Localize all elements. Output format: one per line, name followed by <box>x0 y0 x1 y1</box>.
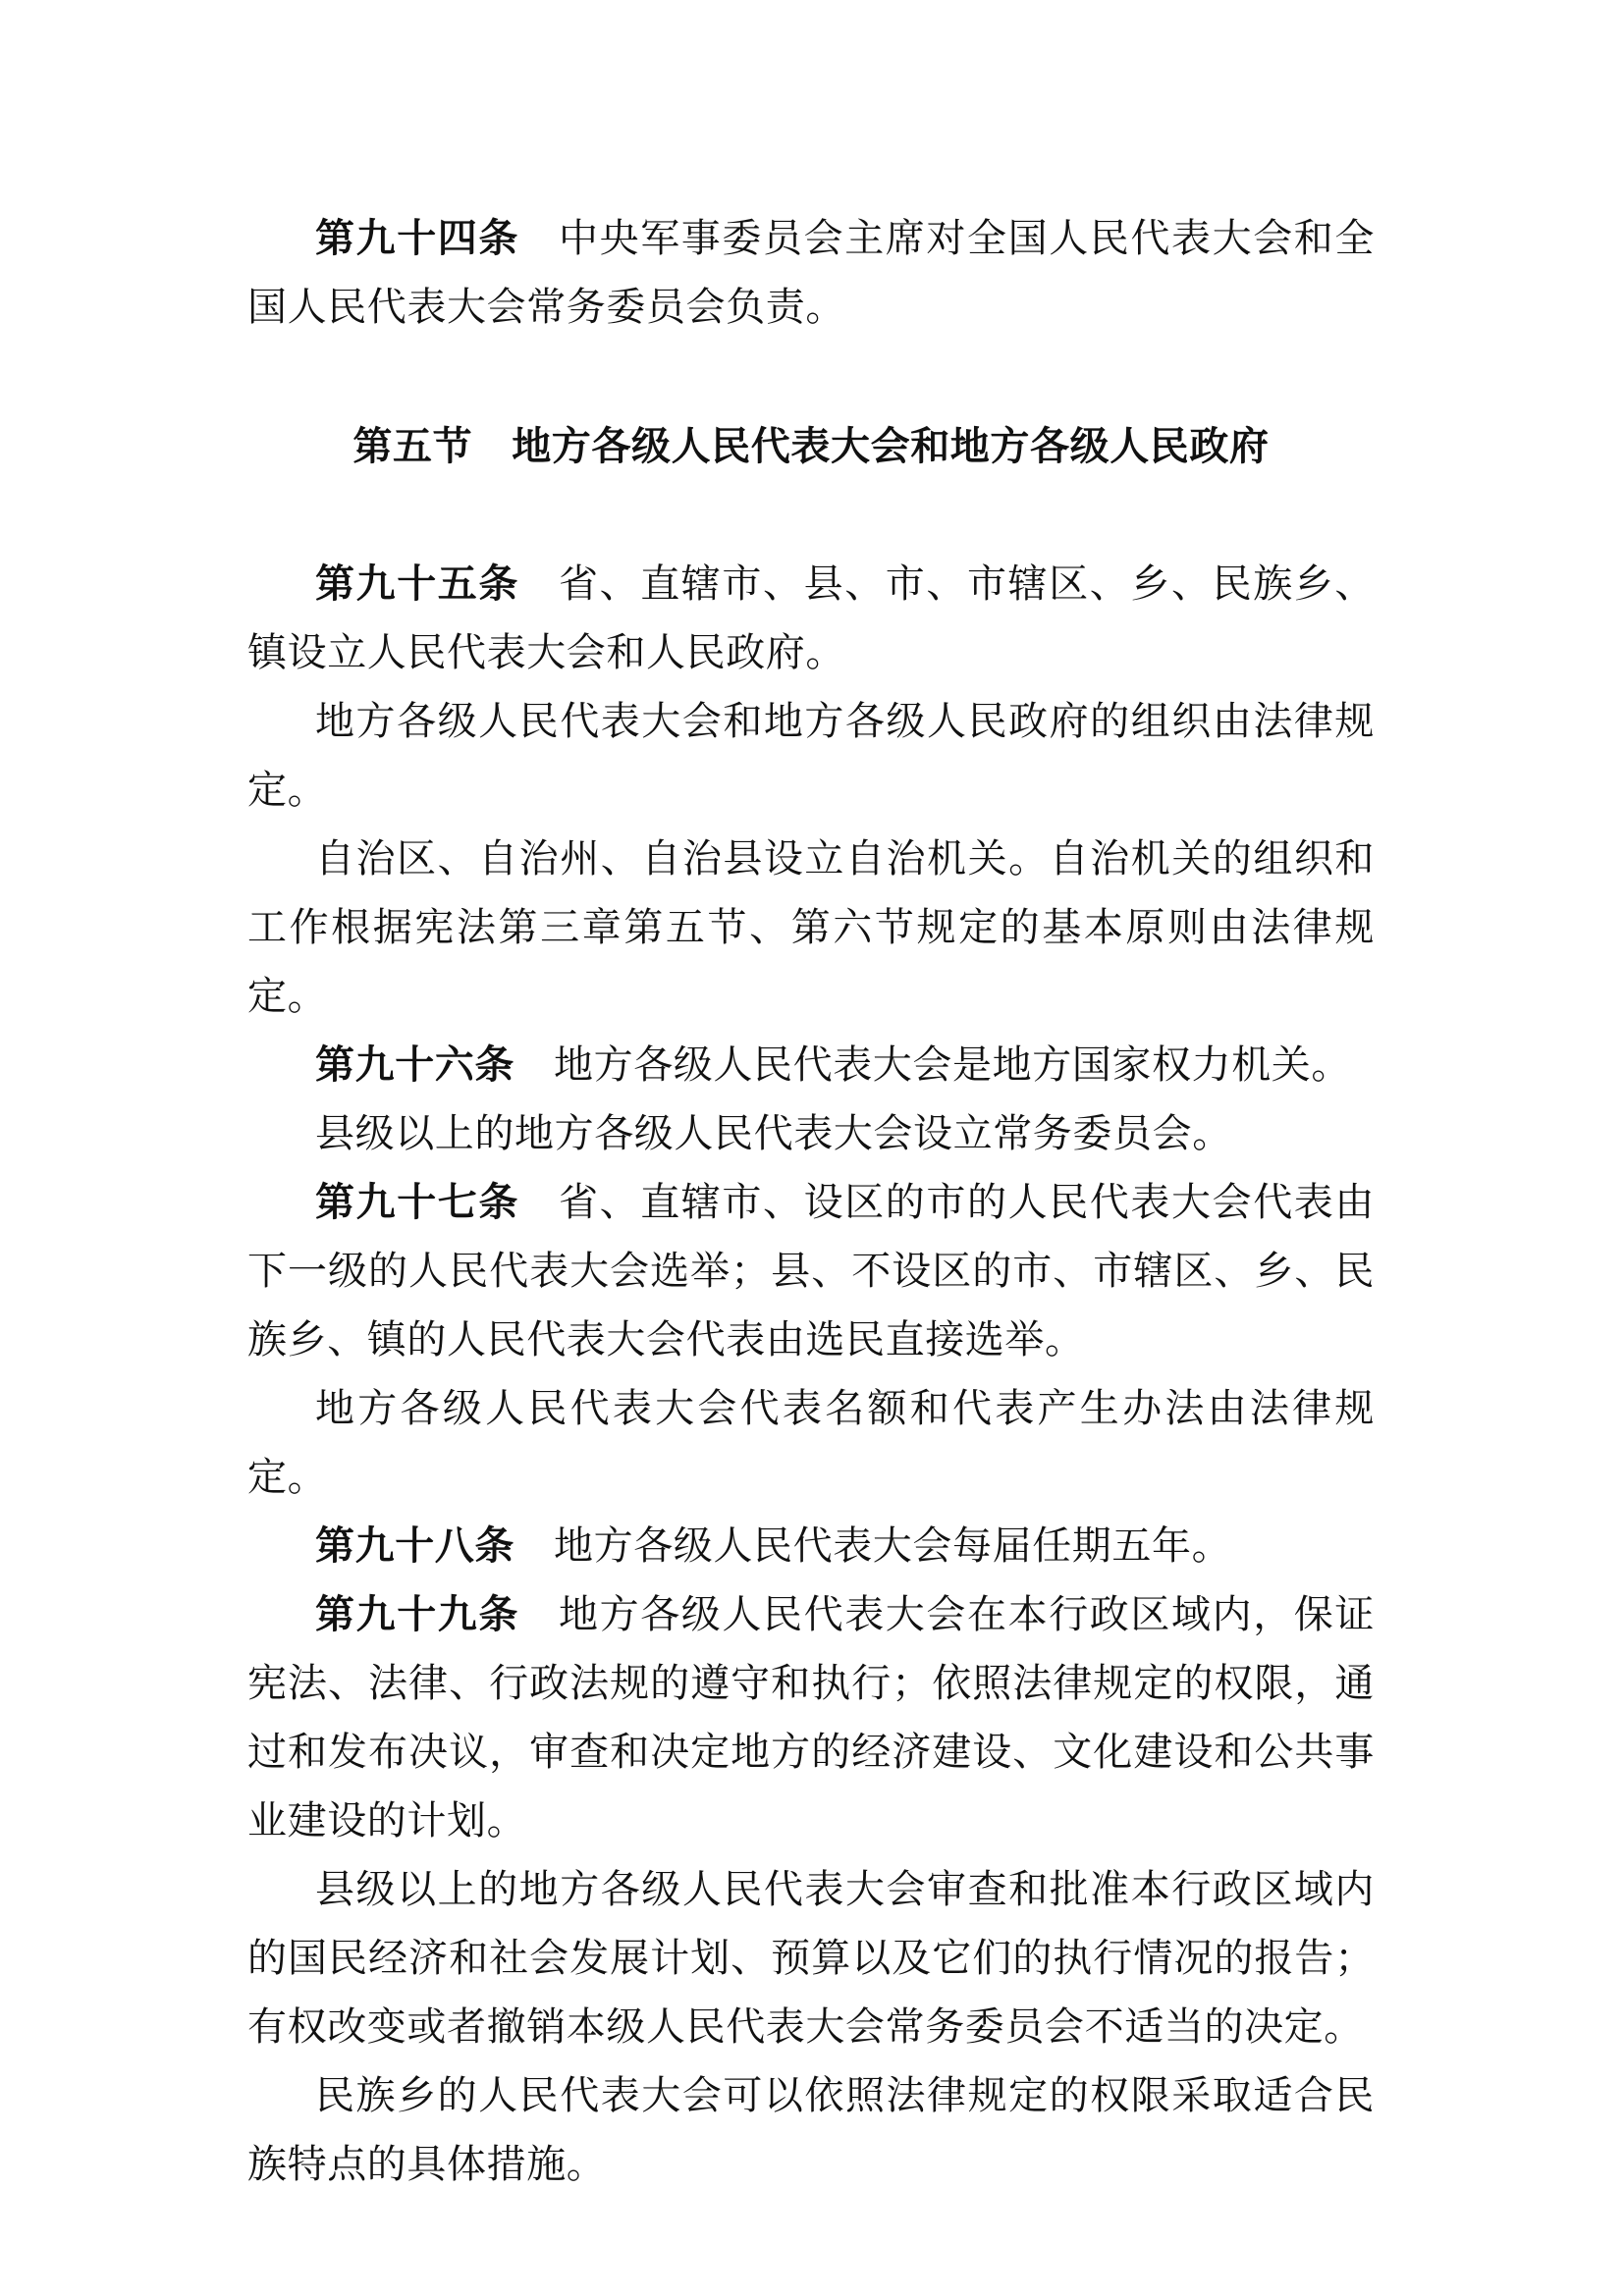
article-94-text: 中央军事委员会主席对全国人民代表大会和全国人民代表大会常务委员会负责。 <box>247 216 1375 330</box>
article-96-heading: 第九十六条 <box>315 1041 514 1088</box>
article-97-paragraph-2: 地方各级人民代表大会代表名额和代表产生办法由法律规定。 <box>247 1386 1375 1500</box>
article-96 <box>247 1031 1375 1099</box>
article-96-paragraph-2: 县级以上的地方各级人民代表大会设立常务委员会。 <box>315 1111 1232 1156</box>
article-99-paragraph-3: 民族乡的人民代表大会可以依照法律规定的权限采取适合民族特点的具体措施。 <box>247 2073 1375 2187</box>
article-95-paragraph-3: 自治区、自治州、自治县设立自治机关。自治机关的组织和工作根据宪法第三章第五节、第六节规定的基本原则由法律规定。 <box>247 836 1375 1019</box>
article-block <box>247 550 1375 2199</box>
article-94 <box>247 204 1375 342</box>
section-title <box>247 412 1375 481</box>
section-number: 第五节 <box>352 423 473 469</box>
article-95 <box>247 550 1375 687</box>
article-97 <box>247 1168 1375 1374</box>
article-95-text: 省、直辖市、县、市、市辖区、乡、民族乡、镇设立人民代表大会和人民政府。 <box>247 561 1375 675</box>
article-98-text: 地方各级人民代表大会每届任期五年。 <box>554 1523 1232 1569</box>
article-97-heading: 第九十七条 <box>315 1179 519 1225</box>
article-99-text: 地方各级人民代表大会在本行政区域内，保证宪法、法律、行政法规的遵守和执行；依照法律规定的权限，通过和发布决议，审查和决定地方的经济建设、文化建设和公共事业建设的计划。 <box>247 1592 1375 1843</box>
article-99-paragraph-2: 县级以上的地方各级人民代表大会审查和批准本行政区域内的国民经济和社会发展计划、预算以及它们的执行情况的报告；有权改变或者撤销本级人民代表大会常务委员会不适当的决定。 <box>247 1867 1375 2050</box>
article-98-heading: 第九十八条 <box>315 1522 514 1569</box>
article-99-heading: 第九十九条 <box>315 1591 519 1637</box>
article-99 <box>247 1580 1375 1855</box>
section-name: 地方各级人民代表大会和地方各级人民政府 <box>512 423 1270 469</box>
article-95-heading: 第九十五条 <box>315 561 519 607</box>
article-95-paragraph-2: 地方各级人民代表大会和地方各级人民政府的组织由法律规定。 <box>247 699 1375 813</box>
article-97-text: 省、直辖市、设区的市的人民代表大会代表由下一级的人民代表大会选举；县、不设区的市、市辖区、乡、民族乡、镇的人民代表大会代表由选民直接选举。 <box>247 1180 1375 1362</box>
article-98 <box>247 1512 1375 1580</box>
article-94-heading: 第九十四条 <box>315 215 519 261</box>
article-96-text: 地方各级人民代表大会是地方国家权力机关。 <box>554 1042 1351 1088</box>
